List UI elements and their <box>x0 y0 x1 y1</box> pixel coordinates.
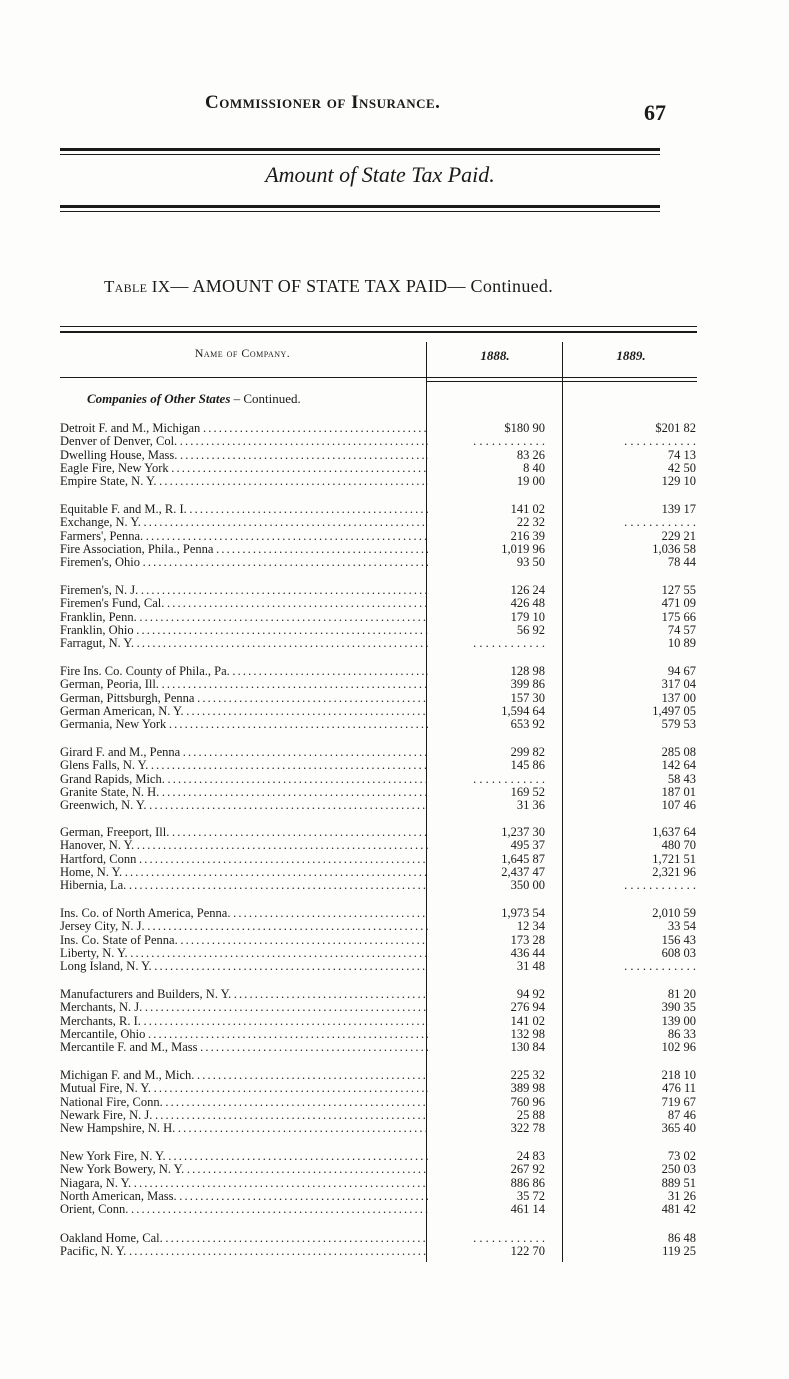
table-row <box>60 746 700 759</box>
tax-1888: 886 86 <box>510 1175 545 1190</box>
tax-1888: $180 90 <box>504 421 545 435</box>
table-rule-top-1 <box>60 326 697 327</box>
tax-1888: 83 26 <box>516 447 545 462</box>
tax-1888: 132 98 <box>510 1026 545 1041</box>
table-row <box>60 637 700 650</box>
column-header-name: Name of Company. <box>194 346 291 360</box>
tax-1889: 86 33 <box>667 1026 696 1041</box>
company-name: German, Pittsburgh, Penna . . . <box>60 692 428 705</box>
tax-1889: . . . . . . . . . . . . <box>624 878 696 893</box>
company-name: Hanover, N. Y. . . . <box>60 839 428 852</box>
tax-1888: 436 44 <box>510 945 545 960</box>
tax-1889: 137 00 <box>661 690 696 705</box>
company-name: Mutual Fire, N. Y. . . . <box>60 1082 428 1095</box>
table-row <box>60 556 700 569</box>
tax-1889: . . . . . . . . . . . . <box>624 515 696 530</box>
rule-section-thin <box>60 211 660 212</box>
column-header-1888: 1888. <box>480 348 510 363</box>
company-name: Niagara, N. Y. . . . <box>60 1177 428 1190</box>
tax-1889: 390 35 <box>661 1000 696 1015</box>
company-name: New York Bowery, N. Y. . . . <box>60 1163 428 1176</box>
rule-top-thick <box>60 148 660 151</box>
tax-1889: 218 10 <box>661 1068 696 1082</box>
company-name: North American, Mass. . . . <box>60 1190 428 1203</box>
table-row <box>60 1122 700 1135</box>
table-row <box>60 543 700 556</box>
tax-1889: 102 96 <box>661 1040 696 1055</box>
table-row <box>60 853 700 866</box>
rule-top-thin <box>60 154 660 155</box>
table-row <box>60 1232 700 1245</box>
tax-1888: 1,645 87 <box>501 851 545 866</box>
table-row <box>60 1041 700 1054</box>
tax-1889: 480 70 <box>661 838 696 853</box>
subheading-rest: – Continued. <box>230 391 301 406</box>
company-name: Dwelling House, Mass. . . . <box>60 449 428 462</box>
tax-1889: 250 03 <box>661 1162 696 1177</box>
tax-1888: 760 96 <box>510 1094 545 1109</box>
tax-1888: 2,437 47 <box>501 864 545 879</box>
company-name: Franklin, Ohio . . . <box>60 624 428 637</box>
tax-1888: 350 00 <box>510 878 545 893</box>
page-number: 67 <box>644 100 666 125</box>
table-row <box>60 611 700 624</box>
company-name: Eagle Fire, New York . . . <box>60 462 428 475</box>
table-title <box>104 276 553 297</box>
company-name: Hibernia, La. . . . <box>60 879 428 892</box>
table-row <box>60 584 700 597</box>
table-row <box>60 1245 700 1258</box>
tax-1888: 56 92 <box>516 622 545 637</box>
tax-1888: 12 34 <box>516 919 545 934</box>
company-name: Empire State, N. Y. . . . <box>60 475 428 488</box>
company-name: Girard F. and M., Penna . . . <box>60 746 428 759</box>
tax-1889: . . . . . . . . . . . . <box>624 434 696 449</box>
company-name: Pacific, N. Y. . . . <box>60 1245 428 1258</box>
company-name: Fire Association, Phila., Penna . . . <box>60 543 428 556</box>
tax-1889: 608 03 <box>661 945 696 960</box>
tax-1889: 142 64 <box>661 758 696 773</box>
table-row <box>60 907 700 920</box>
table-row <box>60 449 700 462</box>
tax-1888: 267 92 <box>510 1162 545 1177</box>
tax-1889: 719 67 <box>661 1094 696 1109</box>
tax-1888: 461 14 <box>510 1202 545 1217</box>
company-name: Oakland Home, Cal. . . . <box>60 1232 428 1245</box>
company-name: Germania, New York . . . <box>60 718 428 731</box>
table-rule-header-bottom <box>60 377 697 378</box>
tax-1889: 1,721 51 <box>652 851 696 866</box>
table-row <box>60 624 700 637</box>
company-name: Newark Fire, N. J. . . . <box>60 1109 428 1122</box>
table-row <box>60 960 700 973</box>
company-name: Merchants, N. J. . . . <box>60 1001 428 1014</box>
table-row <box>60 530 700 543</box>
tax-1889: 187 01 <box>661 784 696 799</box>
tax-1888: 130 84 <box>510 1040 545 1055</box>
tax-1888: 31 36 <box>516 798 545 813</box>
table-row <box>60 826 700 839</box>
tax-1889: 127 55 <box>661 583 696 597</box>
column-header-1889: 1889. <box>616 348 646 363</box>
tax-1889: 33 54 <box>667 919 696 934</box>
company-name: Ins. Co. State of Penna. . . . <box>60 934 428 947</box>
tax-1888: 93 50 <box>516 555 545 570</box>
tax-1888: . . . . . . . . . . . . <box>473 636 545 651</box>
tax-1889: 78 44 <box>667 555 696 570</box>
company-name: German, Freeport, Ill. . . . <box>60 826 428 839</box>
tax-1888: 1,973 54 <box>501 906 545 920</box>
tax-1889: 175 66 <box>661 609 696 624</box>
table-row <box>60 839 700 852</box>
company-name: German, Peoria, Ill. . . . <box>60 678 428 691</box>
tax-1888: 22 32 <box>516 515 545 530</box>
table-row <box>60 475 700 488</box>
tax-1888: 94 92 <box>516 987 545 1001</box>
table-row <box>60 947 700 960</box>
table-row <box>60 1028 700 1041</box>
tax-1888: 25 88 <box>516 1107 545 1122</box>
tax-1888: 225 32 <box>510 1068 545 1082</box>
tax-1888: 145 86 <box>510 758 545 773</box>
company-name: Grand Rapids, Mich. . . . <box>60 773 428 786</box>
company-name: Fire Ins. Co. County of Phila., Pa. . . . <box>60 665 428 678</box>
tax-1888: 157 30 <box>510 690 545 705</box>
tax-1888: 299 82 <box>510 745 545 759</box>
tax-1888: 276 94 <box>510 1000 545 1015</box>
tax-1888: 31 48 <box>516 959 545 974</box>
tax-1888: 426 48 <box>510 596 545 611</box>
table-row <box>60 503 700 516</box>
section-title: Amount of State Tax Paid. <box>265 162 495 187</box>
tax-1889: 119 25 <box>662 1244 696 1259</box>
table-row <box>60 1190 700 1203</box>
tax-1888: 122 70 <box>510 1244 545 1259</box>
table-row <box>60 435 700 448</box>
company-name: Long Island, N. Y. . . . <box>60 960 428 973</box>
tax-1889: 1,637 64 <box>652 825 696 839</box>
company-name: Manufacturers and Builders, N. Y. . . . <box>60 988 428 1001</box>
company-name: Exchange, N. Y. . . . <box>60 516 428 529</box>
tax-1888: 141 02 <box>510 502 545 516</box>
tax-1889: 1,497 05 <box>652 703 696 718</box>
table-row <box>60 665 700 678</box>
company-name: New Hampshire, N. H. . . . <box>60 1122 428 1135</box>
company-name: Mercantile F. and M., Mass . . . <box>60 1041 428 1054</box>
tax-1889: 2,321 96 <box>652 864 696 879</box>
table-row <box>60 718 700 731</box>
table-row <box>60 866 700 879</box>
tax-1889: $201 82 <box>655 421 696 435</box>
tax-1888: 389 98 <box>510 1081 545 1096</box>
tax-1888: . . . . . . . . . . . . <box>473 434 545 449</box>
tax-1889: 74 57 <box>667 622 696 637</box>
tax-1888: 128 98 <box>510 664 545 678</box>
tax-1889: 31 26 <box>667 1188 696 1203</box>
company-name: Farmers', Penna. . . . <box>60 530 428 543</box>
tax-1888: 173 28 <box>510 932 545 947</box>
company-name: Merchants, R. I. . . . <box>60 1015 428 1028</box>
tax-1889: 285 08 <box>661 745 696 759</box>
table-subheading <box>87 391 301 407</box>
table-row <box>60 879 700 892</box>
tax-1889: 74 13 <box>667 447 696 462</box>
company-name: Firemen's Fund, Cal. . . . <box>60 597 428 610</box>
table-row <box>60 516 700 529</box>
tax-1889: 579 53 <box>661 717 696 732</box>
tax-1888: 126 24 <box>510 583 545 597</box>
tax-1889: 476 11 <box>662 1081 696 1096</box>
table-row <box>60 1082 700 1095</box>
table-title-prefix: Table IX <box>104 277 171 296</box>
company-name: Franklin, Penn. . . . <box>60 611 428 624</box>
subheading-italic: Companies of Other States <box>87 391 231 406</box>
tax-1888: 495 37 <box>510 838 545 853</box>
company-name: Denver of Denver, Col. . . . <box>60 435 428 448</box>
table-row <box>60 934 700 947</box>
table-row <box>60 1096 700 1109</box>
table-row <box>60 1150 700 1163</box>
company-name: Glens Falls, N. Y. . . . <box>60 759 428 772</box>
tax-1889: 365 40 <box>661 1121 696 1136</box>
tax-1888: 179 10 <box>510 609 545 624</box>
company-name: Equitable F. and M., R. I. . . . <box>60 503 428 516</box>
tax-1888: 24 83 <box>516 1149 545 1163</box>
company-name: Greenwich, N. Y. . . . <box>60 799 428 812</box>
table-row <box>60 920 700 933</box>
tax-1889: . . . . . . . . . . . . <box>624 959 696 974</box>
tax-1889: 1,036 58 <box>652 541 696 556</box>
tax-1888: 1,019 96 <box>501 541 545 556</box>
tax-1888: 399 86 <box>510 677 545 692</box>
company-name: Mercantile, Ohio . . . <box>60 1028 428 1041</box>
tax-1889: 94 67 <box>667 664 696 678</box>
tax-1889: 58 43 <box>667 771 696 786</box>
company-name: New York Fire, N. Y. . . . <box>60 1150 428 1163</box>
company-name: Granite State, N. H. . . . <box>60 786 428 799</box>
table-row <box>60 692 700 705</box>
tax-1889: 42 50 <box>667 460 696 475</box>
table-row <box>60 422 700 435</box>
company-name: Jersey City, N. J. . . . <box>60 920 428 933</box>
table-row <box>60 462 700 475</box>
tax-1889: 471 09 <box>661 596 696 611</box>
company-name: Hartford, Conn . . . <box>60 853 428 866</box>
company-name: German American, N. Y. . . . <box>60 705 428 718</box>
company-name: Home, N. Y. . . . <box>60 866 428 879</box>
table-row <box>60 678 700 691</box>
table-row <box>60 1177 700 1190</box>
tax-1889: 2,010 59 <box>652 906 696 920</box>
running-title: Commissioner of Insurance. <box>205 92 441 113</box>
table-row <box>60 597 700 610</box>
table-title-main: — AMOUNT OF STATE TAX PAID <box>170 276 448 296</box>
tax-1888: 653 92 <box>510 717 545 732</box>
tax-1889: 139 00 <box>661 1013 696 1028</box>
table-row <box>60 1001 700 1014</box>
tax-1888: 35 72 <box>516 1188 545 1203</box>
table-rule-top-2 <box>60 331 697 333</box>
rule-section-thick <box>60 205 660 208</box>
table-row <box>60 1203 700 1216</box>
tax-1888: 1,237 30 <box>501 825 545 839</box>
tax-1888: 1,594 64 <box>501 703 545 718</box>
company-name: Ins. Co. of North America, Penna. . . . <box>60 907 428 920</box>
tax-1888: 8 40 <box>523 460 545 475</box>
tax-1889: 481 42 <box>661 1202 696 1217</box>
tax-1889: 107 46 <box>661 798 696 813</box>
tax-1889: 889 51 <box>661 1175 696 1190</box>
tax-1889: 81 20 <box>667 987 696 1001</box>
tax-1889: 229 21 <box>661 528 696 543</box>
table-title-suffix: — Continued. <box>447 276 554 296</box>
company-name: Liberty, N. Y. . . . <box>60 947 428 960</box>
company-name: Michigan F. and M., Mich. . . . <box>60 1069 428 1082</box>
tax-1888: 216 39 <box>510 528 545 543</box>
tax-1888: 169 52 <box>510 784 545 799</box>
tax-1889: 87 46 <box>667 1107 696 1122</box>
table-row <box>60 1015 700 1028</box>
table-row <box>60 773 700 786</box>
company-name: Orient, Conn. . . . <box>60 1203 428 1216</box>
table-row <box>60 1109 700 1122</box>
tax-1889: 86 48 <box>667 1231 696 1245</box>
table-row <box>60 799 700 812</box>
company-name: Detroit F. and M., Michigan . . . <box>60 422 428 435</box>
company-name: National Fire, Conn. . . . <box>60 1096 428 1109</box>
tax-1889: 73 02 <box>667 1149 696 1163</box>
tax-1889: 317 04 <box>661 677 696 692</box>
tax-1888: . . . . . . . . . . . . <box>473 771 545 786</box>
tax-1889: 139 17 <box>661 502 696 516</box>
table-row <box>60 1069 700 1082</box>
table-row <box>60 988 700 1001</box>
table-row <box>60 705 700 718</box>
company-name: Firemen's, Ohio . . . <box>60 556 428 569</box>
tax-1888: 322 78 <box>510 1121 545 1136</box>
table-row <box>60 1163 700 1176</box>
table-row <box>60 786 700 799</box>
tax-1889: 129 10 <box>661 474 696 489</box>
tax-1888: 19 00 <box>516 474 545 489</box>
tax-1889: 10 89 <box>667 636 696 651</box>
table-row <box>60 759 700 772</box>
tax-1888: . . . . . . . . . . . . <box>473 1231 545 1245</box>
tax-1888: 141 02 <box>510 1013 545 1028</box>
tax-1889: 156 43 <box>661 932 696 947</box>
company-name: Farragut, N. Y. . . . <box>60 637 428 650</box>
company-name: Firemen's, N. J. . . . <box>60 584 428 597</box>
